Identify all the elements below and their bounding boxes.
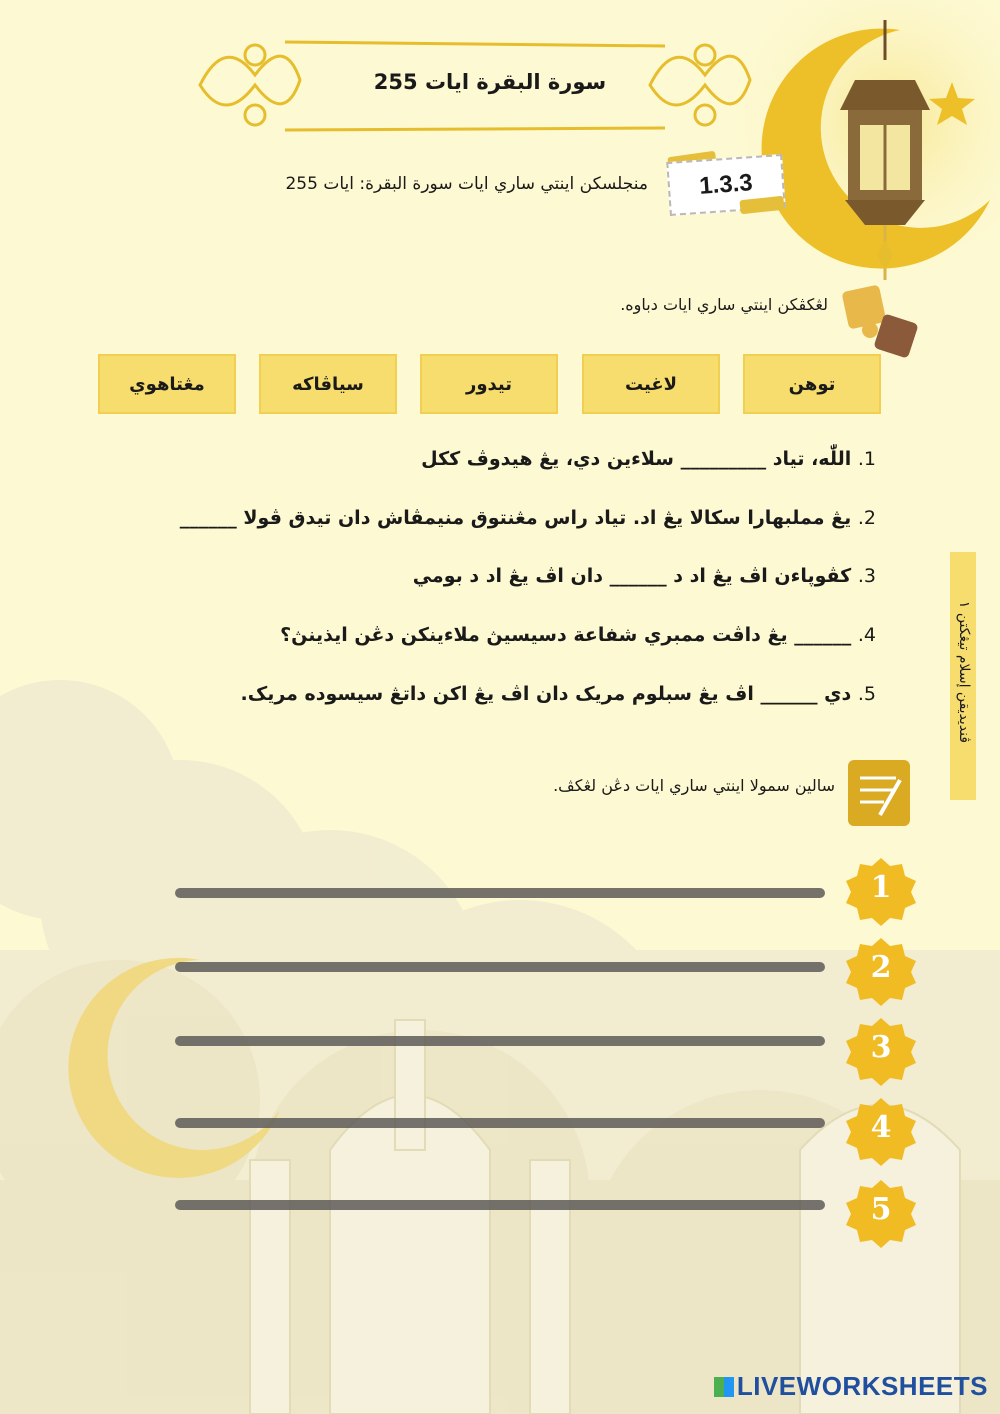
fill-instruction: لڠکڤکن اينتي ساري ايات دباوه.	[620, 295, 828, 314]
question-number: 3.	[857, 565, 876, 587]
liveworksheets-footer[interactable]	[714, 1371, 988, 1402]
answer-line[interactable]	[175, 888, 825, 898]
question-text[interactable]: اللّٰه، تياد _________ سلاءين دي، يڠ هيدوڤ ککل	[421, 448, 852, 470]
word-box[interactable]: سياڤاکه	[259, 354, 397, 414]
subject-side-text: ڤنديديقن إسلام تيڠکتن ١	[956, 600, 972, 744]
answer-line[interactable]	[175, 1118, 825, 1128]
question-number: 2.	[857, 507, 876, 529]
answer-number-badge: 4	[870, 1109, 892, 1145]
page-title: سورة البقرة ايات 255	[373, 70, 607, 94]
word-box[interactable]: توهن	[743, 354, 881, 414]
word-box[interactable]: مڠتاهوي	[98, 354, 236, 414]
answer-number-badge: 3	[870, 1029, 892, 1065]
notepad-icon	[848, 760, 910, 826]
write-instruction: سالين سمولا اينتي ساري ايات دڠن لڠکڤ.	[553, 776, 835, 795]
question-number: 5.	[857, 683, 876, 705]
answer-number-badge: 1	[870, 869, 892, 905]
answer-line[interactable]	[175, 1200, 825, 1210]
question	[241, 683, 876, 705]
puzzle-icon	[840, 285, 920, 357]
question	[421, 448, 876, 470]
learning-objective: منجلسکن اينتي ساري ايات سورة البقرة: ايات 255	[285, 174, 648, 194]
answer-line[interactable]	[175, 962, 825, 972]
question-number: 1.	[857, 448, 876, 470]
word-box[interactable]: لاغيت	[582, 354, 720, 414]
question-number: 4.	[857, 624, 876, 646]
question-text[interactable]: يڠ مملبهارا سکالا يڠ اد. تياد راس مڠنتوق منيمڤاش دان تيدق ڤولا ______	[179, 507, 852, 529]
question-text[interactable]: دي ______ اڤ يڠ سبلوم مريک دان اڤ يڠ اکن داتڠ سيسوده مريک.	[240, 683, 852, 705]
answer-line[interactable]	[175, 1036, 825, 1046]
subject-side-label	[950, 552, 976, 800]
answer-number-badge: 2	[870, 949, 892, 985]
question-text[interactable]: کڤوڽاءن اڤ يڠ اد د ______ دان اڤ يڠ اد د بومي	[412, 565, 852, 587]
footer-text: LIVEWORKSHEETS	[736, 1371, 988, 1401]
question	[180, 507, 876, 529]
answer-number-badge: 5	[870, 1191, 892, 1227]
liveworksheets-logo-icon	[714, 1377, 734, 1397]
standard-tag: 1.3.3	[666, 154, 785, 216]
question-text[interactable]: ______ يڠ داڤت ممبري شفاعة دسيسيڽ ملاءينکن دڠن ايذينڽ؟	[280, 624, 852, 646]
question	[413, 565, 876, 587]
question	[280, 624, 876, 646]
word-box[interactable]: تيدور	[420, 354, 558, 414]
